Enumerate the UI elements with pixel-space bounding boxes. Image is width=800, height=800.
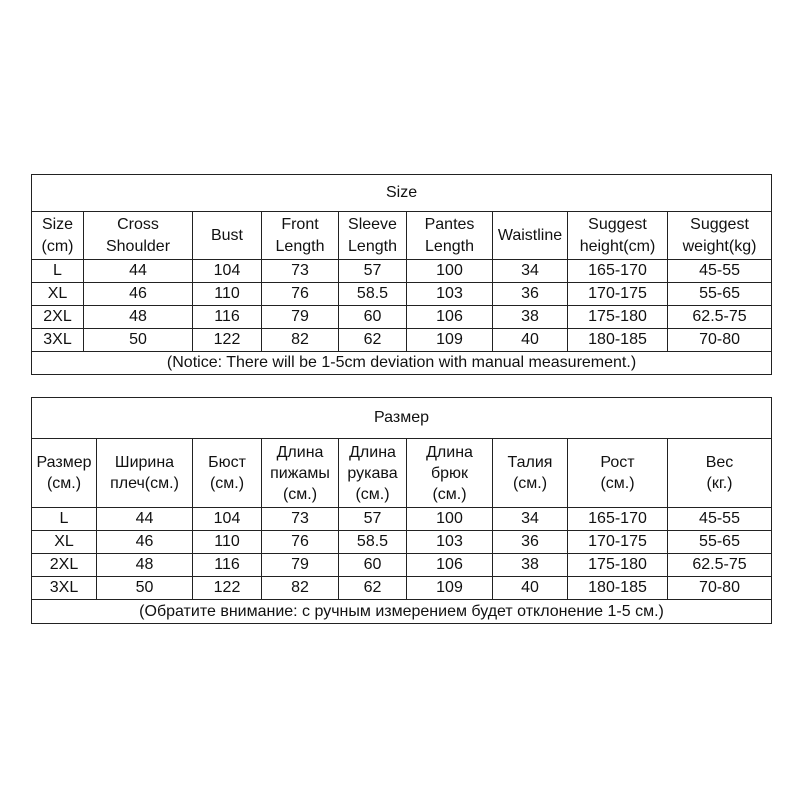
table-cell: 109	[407, 329, 493, 352]
table-cell: 46	[84, 283, 193, 306]
header-cell-sleeve-length: Sleeve Length	[339, 212, 407, 260]
header-cell-size: Размер (см.)	[32, 439, 97, 508]
table-cell: 3XL	[32, 577, 97, 600]
table-cell: 44	[97, 508, 193, 531]
table-cell: 110	[193, 283, 262, 306]
table-cell: 109	[407, 577, 493, 600]
notice-row	[32, 352, 772, 375]
table-row	[32, 306, 772, 329]
table-cell: 50	[97, 577, 193, 600]
table-cell: 2XL	[32, 554, 97, 577]
table-cell: 106	[407, 306, 493, 329]
table-cell: 38	[493, 554, 568, 577]
table-cell: 62.5-75	[668, 554, 772, 577]
table-cell: 46	[97, 531, 193, 554]
table-row	[32, 508, 772, 531]
header-row	[32, 212, 772, 260]
header-cell-pants-length: Длина брюк (см.)	[407, 439, 493, 508]
header-cell-height: Suggest height(cm)	[568, 212, 668, 260]
table-cell: 38	[493, 306, 568, 329]
table-cell: 116	[193, 554, 262, 577]
table-cell: 62	[339, 577, 407, 600]
table-cell: 122	[193, 577, 262, 600]
table-cell: 55-65	[668, 283, 772, 306]
notice-text: (Обратите внимание: с ручным измерением будет отклонение 1-5 см.)	[32, 600, 772, 624]
table-cell: 82	[262, 577, 339, 600]
table-cell: 170-175	[568, 283, 668, 306]
table-title: Size	[32, 175, 772, 212]
size-table-en	[31, 174, 772, 375]
header-cell-front-length: Front Length	[262, 212, 339, 260]
notice-text: (Notice: There will be 1-5cm deviation with manual measurement.)	[32, 352, 772, 375]
notice-row	[32, 600, 772, 624]
header-cell-waistline: Талия (см.)	[493, 439, 568, 508]
header-cell-pants-length: Pantes Length	[407, 212, 493, 260]
table-cell: 44	[84, 260, 193, 283]
header-cell-weight: Suggest weight(kg)	[668, 212, 772, 260]
header-cell-weight: Вес (кг.)	[668, 439, 772, 508]
table-title: Размер	[32, 398, 772, 439]
table-cell: 40	[493, 577, 568, 600]
header-row	[32, 439, 772, 508]
table-row	[32, 531, 772, 554]
table-cell: 60	[339, 554, 407, 577]
table-cell: 103	[407, 283, 493, 306]
table-cell: 70-80	[668, 329, 772, 352]
table-row	[32, 283, 772, 306]
table-cell: 76	[262, 283, 339, 306]
table-cell: 62.5-75	[668, 306, 772, 329]
header-cell-size: Size (cm)	[32, 212, 84, 260]
table-cell: 40	[493, 329, 568, 352]
table-row	[32, 329, 772, 352]
table-cell: 57	[339, 260, 407, 283]
table-cell: 180-185	[568, 577, 668, 600]
table-cell: 45-55	[668, 508, 772, 531]
table-cell: 36	[493, 283, 568, 306]
size-table-ru	[31, 397, 772, 624]
table-cell: 58.5	[339, 283, 407, 306]
table-cell: 104	[193, 508, 262, 531]
table-cell: 48	[84, 306, 193, 329]
table-cell: 70-80	[668, 577, 772, 600]
table-cell: 175-180	[568, 306, 668, 329]
table-cell: L	[32, 260, 84, 283]
table-cell: 60	[339, 306, 407, 329]
table-row	[32, 554, 772, 577]
table-cell: 100	[407, 508, 493, 531]
header-cell-bust: Бюст (см.)	[193, 439, 262, 508]
table-cell: 34	[493, 260, 568, 283]
table-cell: 50	[84, 329, 193, 352]
table-cell: 34	[493, 508, 568, 531]
table-cell: 73	[262, 260, 339, 283]
table-cell: 57	[339, 508, 407, 531]
table-cell: 76	[262, 531, 339, 554]
table-cell: 175-180	[568, 554, 668, 577]
table-cell: 79	[262, 554, 339, 577]
table-cell: 170-175	[568, 531, 668, 554]
table-cell: 100	[407, 260, 493, 283]
table-row	[32, 577, 772, 600]
table-cell: XL	[32, 531, 97, 554]
header-cell-height: Рост (см.)	[568, 439, 668, 508]
header-cell-bust: Bust	[193, 212, 262, 260]
header-cell-shoulder: Ширина плеч(см.)	[97, 439, 193, 508]
header-cell-sleeve-length: Длина рукава (см.)	[339, 439, 407, 508]
table-cell: 116	[193, 306, 262, 329]
table-cell: 122	[193, 329, 262, 352]
table-cell: 165-170	[568, 260, 668, 283]
table-cell: 73	[262, 508, 339, 531]
table-cell: 58.5	[339, 531, 407, 554]
table-cell: 3XL	[32, 329, 84, 352]
table-cell: 62	[339, 329, 407, 352]
table-cell: XL	[32, 283, 84, 306]
header-cell-shoulder: Cross Shoulder	[84, 212, 193, 260]
table-cell: 48	[97, 554, 193, 577]
table-cell: 2XL	[32, 306, 84, 329]
table-cell: 104	[193, 260, 262, 283]
table-cell: 110	[193, 531, 262, 554]
table-title-row	[32, 398, 772, 439]
table-cell: 180-185	[568, 329, 668, 352]
table-cell: L	[32, 508, 97, 531]
table-cell: 79	[262, 306, 339, 329]
table-row	[32, 260, 772, 283]
table-cell: 36	[493, 531, 568, 554]
table-cell: 106	[407, 554, 493, 577]
header-cell-front-length: Длина пижамы (см.)	[262, 439, 339, 508]
table-cell: 55-65	[668, 531, 772, 554]
table-cell: 165-170	[568, 508, 668, 531]
table-cell: 82	[262, 329, 339, 352]
table-title-row	[32, 175, 772, 212]
table-cell: 103	[407, 531, 493, 554]
table-cell: 45-55	[668, 260, 772, 283]
header-cell-waistline: Waistline	[493, 212, 568, 260]
